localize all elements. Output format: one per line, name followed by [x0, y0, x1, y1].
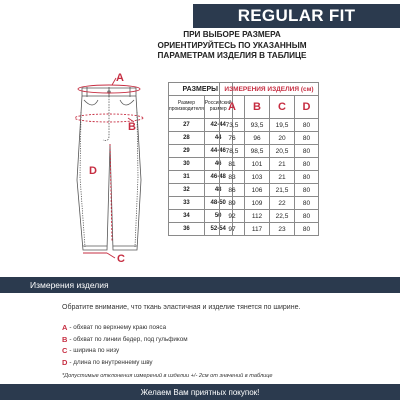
russian-size: 52-54	[204, 223, 232, 236]
manufacturer-size: 33	[169, 197, 205, 210]
russian-size: 44-46	[204, 145, 232, 158]
russian-size: 50	[204, 210, 232, 223]
cell-a: 76	[220, 132, 245, 145]
cell-d: 80	[295, 119, 319, 132]
cell-a: 97	[220, 223, 245, 236]
cell-b: 98,5	[245, 145, 270, 158]
sizes-table-title: РАЗМЕРЫ	[169, 83, 233, 96]
section-title: Измерения изделия	[30, 280, 109, 290]
cell-b: 109	[245, 197, 270, 210]
cell-a: 78,5	[220, 145, 245, 158]
russian-size: 48-50	[204, 197, 232, 210]
cell-d: 80	[295, 158, 319, 171]
label-a: A	[116, 72, 124, 84]
cell-a: 73,5	[220, 119, 245, 132]
measurements-table	[219, 82, 319, 236]
instruction-line-3: ПАРАМЕТРАМ ИЗДЕЛИЯ В ТАБЛИЦЕ	[157, 51, 307, 60]
russian-size: 42-44	[204, 119, 232, 132]
legend-letter: C	[62, 346, 68, 356]
cell-d: 80	[295, 145, 319, 158]
russian-size: 44	[204, 132, 232, 145]
footer-text: Желаем Вам приятных покупок!	[140, 387, 260, 397]
cell-b: 93,5	[245, 119, 270, 132]
legend-item	[62, 322, 188, 334]
cell-a: 86	[220, 184, 245, 197]
cell-b: 96	[245, 132, 270, 145]
cell-a: 81	[220, 158, 245, 171]
instruction-line-2: ОРИЕНТИРУЙТЕСЬ ПО УКАЗАННЫМ	[157, 40, 307, 50]
table-row	[220, 197, 319, 210]
col-d: D	[295, 96, 319, 119]
legend-letter: A	[62, 323, 68, 333]
legend-item	[62, 357, 188, 369]
table-row	[220, 158, 319, 171]
measurement-legend	[62, 322, 188, 368]
cell-c: 21	[270, 171, 295, 184]
cell-c: 22	[270, 197, 295, 210]
manufacturer-size: 30	[169, 158, 205, 171]
front-pocket-right	[120, 100, 134, 105]
cell-d: 80	[295, 171, 319, 184]
legend-item	[62, 345, 188, 357]
cell-c: 20	[270, 132, 295, 145]
cell-c: 21,5	[270, 184, 295, 197]
col-c: C	[270, 96, 295, 119]
cell-d: 80	[295, 197, 319, 210]
jeans-diagram	[60, 72, 165, 272]
cell-d: 80	[295, 223, 319, 236]
cell-b: 112	[245, 210, 270, 223]
instruction-line-1: ПРИ ВЫБОРЕ РАЗМЕРА	[183, 30, 281, 39]
table-row	[220, 171, 319, 184]
cell-c: 20,5	[270, 145, 295, 158]
section-header	[0, 277, 400, 293]
russian-size: 48	[204, 184, 232, 197]
legend-text: - ширина по низу	[69, 347, 120, 355]
measure-c-leader	[107, 253, 115, 258]
cell-c: 22,5	[270, 210, 295, 223]
table-row	[220, 210, 319, 223]
cell-c: 23	[270, 223, 295, 236]
fly-seam	[103, 96, 109, 141]
cell-d: 80	[295, 132, 319, 145]
cell-d: 80	[295, 210, 319, 223]
col-russian-size: Российский размер	[204, 96, 232, 119]
cell-b: 106	[245, 184, 270, 197]
tolerance-note: *Допустимые отклонения измерений в изделии +/- 2см от значений в таблице	[62, 373, 273, 379]
front-pocket-left	[84, 100, 98, 105]
legend-item	[62, 334, 188, 346]
manufacturer-size: 34	[169, 210, 205, 223]
footer-bar	[0, 384, 400, 400]
manufacturer-size: 32	[169, 184, 205, 197]
russian-size: 46-48	[204, 171, 232, 184]
table-row	[220, 132, 319, 145]
cell-a: 92	[220, 210, 245, 223]
cell-a: 89	[220, 197, 245, 210]
table-row	[220, 145, 319, 158]
size-instruction	[112, 30, 352, 62]
label-b: B	[128, 121, 136, 133]
legend-text: - длина по внутреннему шву	[69, 358, 153, 366]
legend-text: - обхват по верхнему краю пояса	[69, 324, 167, 332]
cell-b: 103	[245, 171, 270, 184]
manufacturer-size: 31	[169, 171, 205, 184]
col-a: A	[220, 96, 245, 119]
cell-c: 21	[270, 158, 295, 171]
label-c: C	[117, 253, 125, 265]
manufacturer-size: 27	[169, 119, 205, 132]
legend-letter: D	[62, 357, 68, 367]
col-b: B	[245, 96, 270, 119]
cell-b: 101	[245, 158, 270, 171]
table-row	[220, 223, 319, 236]
table-row	[220, 184, 319, 197]
table-row	[220, 119, 319, 132]
fit-title: REGULAR FIT	[237, 6, 356, 25]
russian-size: 46	[204, 158, 232, 171]
cell-d: 80	[295, 184, 319, 197]
legend-text: - обхват по линии бедер, под гульфиком	[69, 335, 188, 343]
label-d: D	[89, 165, 97, 177]
legend-letter: B	[62, 334, 68, 344]
stretch-note: Обратите внимание, что ткань эластичная и изделие тянется по ширине.	[62, 304, 301, 311]
col-manufacturer-size: Размер производителя	[169, 96, 205, 119]
cell-b: 117	[245, 223, 270, 236]
cell-c: 19,5	[270, 119, 295, 132]
manufacturer-size: 28	[169, 132, 205, 145]
manufacturer-size: 29	[169, 145, 205, 158]
measurements-table-title: ИЗМЕРЕНИЯ ИЗДЕЛИЯ (см)	[220, 83, 319, 96]
fit-banner	[193, 4, 400, 28]
manufacturer-size: 36	[169, 223, 205, 236]
cell-a: 83	[220, 171, 245, 184]
